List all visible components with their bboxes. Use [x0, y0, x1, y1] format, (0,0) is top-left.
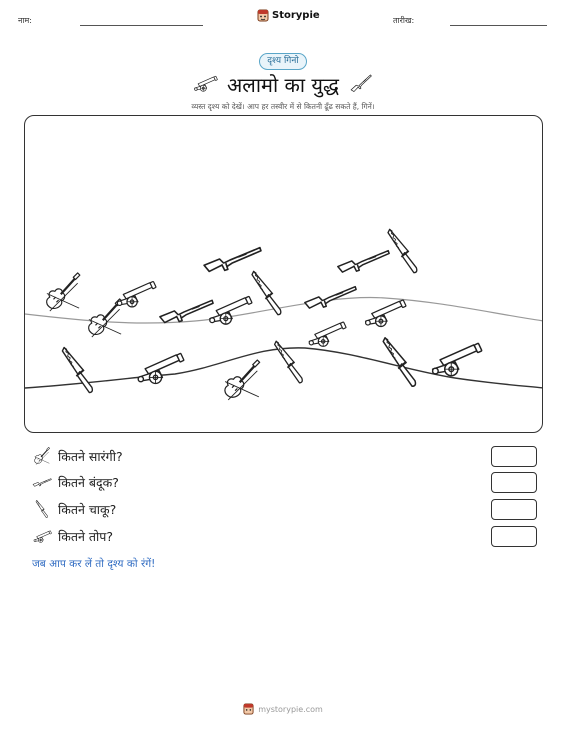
- scene-cannon-4: [309, 322, 346, 346]
- scene-cannon-5: [138, 353, 184, 383]
- scene-violin-2: [89, 299, 122, 337]
- cannon-icon: [32, 526, 52, 546]
- answer-box-knife[interactable]: [491, 499, 537, 520]
- scene-cannon-3: [366, 300, 407, 327]
- question-violin: [32, 446, 537, 468]
- rifle-icon: [32, 472, 52, 492]
- instructions: व्यस्त दृश्य को देखें। आप हर तस्वीर में से कितनी ढूँढ सकते हैं, गिनें।: [191, 102, 375, 111]
- brand-name: Storypie: [272, 10, 320, 21]
- question-text: कितने बंदूक?: [58, 475, 119, 490]
- page-title: अलामो का युद्ध: [227, 73, 339, 97]
- date-label: तारीख:: [393, 16, 415, 25]
- scene-rifle-1: [204, 248, 261, 272]
- scene-knife-1: [388, 229, 417, 272]
- scene-rifle-4: [338, 251, 389, 272]
- scene-rifle-2: [160, 300, 213, 322]
- title-rifle-icon: [348, 74, 374, 92]
- name-field-line[interactable]: [80, 25, 203, 26]
- brand-logo: [257, 9, 320, 22]
- scene-illustration: [25, 116, 543, 433]
- coloring-instruction: जब आप कर लें तो दृश्य को रंगें!: [32, 558, 156, 570]
- question-knife: [32, 499, 537, 521]
- question-rifle: [32, 472, 537, 494]
- footer: [0, 703, 566, 715]
- date-field-line[interactable]: [450, 25, 547, 26]
- knife-icon: [32, 499, 52, 519]
- storypie-logo-icon: [257, 9, 269, 22]
- scene-violin-3: [225, 360, 260, 400]
- scene-knife-3: [62, 347, 92, 392]
- question-text: कितने सारंगी?: [58, 449, 123, 464]
- scene-knife-5: [383, 338, 415, 387]
- question-cannon: [32, 526, 537, 548]
- scene-violin-1: [47, 273, 80, 311]
- count-scene: [24, 115, 543, 433]
- scene-cannon-2: [210, 296, 252, 324]
- question-text: कितने तोप?: [58, 529, 113, 544]
- answer-box-rifle[interactable]: [491, 472, 537, 493]
- storypie-footer-icon: [243, 703, 254, 715]
- footer-site[interactable]: mystorypie.com: [258, 704, 323, 714]
- scene-cannon-1: [117, 281, 156, 307]
- violin-icon: [32, 446, 52, 466]
- name-label: नाम:: [18, 16, 32, 25]
- scene-knife-2: [252, 271, 281, 314]
- answer-box-violin[interactable]: [491, 446, 537, 467]
- category-badge: दृश्य गिनो: [259, 53, 307, 70]
- answer-box-cannon[interactable]: [491, 526, 537, 547]
- scene-rifle-3: [305, 287, 356, 308]
- question-text: कितने चाकू?: [58, 502, 117, 517]
- scene-cannon-6: [433, 343, 482, 376]
